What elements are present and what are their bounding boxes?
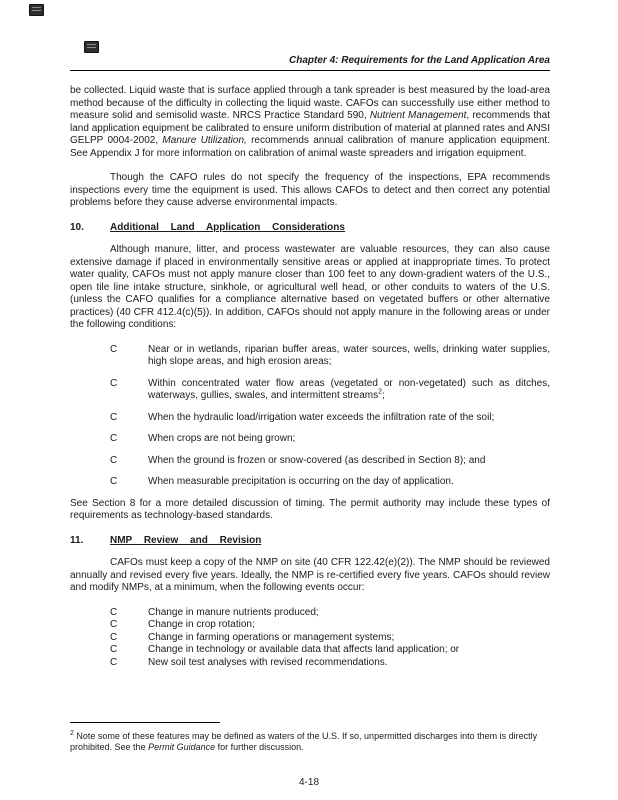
header-rule [70, 70, 550, 71]
bullet-glyph: C [110, 377, 118, 389]
list-item-text: New soil test analyses with revised recommendations. [148, 656, 388, 668]
paragraph: Though the CAFO rules do not specify the frequency of the inspections, EPA recommends inspections every time the equipment is used. This allows CAFOs to detect and then correct any potential problems before they cause adverse environmental impacts. [70, 172, 550, 208]
section-11-list [70, 607, 550, 670]
section-10-intro: Although manure, litter, and process wastewater are valuable resources, they can also cause extensive damage if placed in environmentally sensitive areas or applied at inappropriate times. To protect water quality, CAFOs must not apply manure closer than 100 feet to any down-gradient waters of the U.S., open tile line intake structure, sinkhole, or agricultural well head, or other conduits to waters of the U.S. (unless the CAFO qualifies for a compliance alternative based on vegetated buffers or other alternative practices) (40 CFR 412.4(c)(5)). In addition, CAFOs should not apply manure in the following areas or under the following conditions: [70, 244, 550, 330]
list-item [70, 476, 550, 489]
list-item-text: Near or in wetlands, riparian buffer areas, water sources, wells, drinking water supplies, high slope areas, and high erosion areas; [148, 343, 550, 367]
running-header: Chapter 4: Requirements for the Land Application Area [289, 55, 550, 66]
bullet-glyph: C [110, 619, 118, 630]
list-item-text: Change in farming operations or management systems; [148, 631, 395, 643]
bullet-glyph: C [110, 433, 118, 444]
italic-title: Permit Guidance [148, 742, 216, 752]
text-run: be collected. Liquid waste that is surface applied through a tank spreader is best measured by the load-area method because of the difficulty in collecting the liquid waste. CAFOs can successfully use either method to measure solid and semisolid waste. NRCS Practice Standard 590, [70, 85, 550, 121]
list-item [70, 657, 550, 670]
list-item-text: When measurable precipitation is occurring on the day of application. [148, 476, 454, 487]
list-item-text: When crops are not being grown; [148, 433, 296, 444]
section-heading-11 [70, 535, 550, 548]
footnote-reference: 2 [378, 388, 382, 396]
italic-title: Manure Utilization, [162, 135, 247, 146]
annotation-note-icon[interactable] [84, 41, 99, 53]
section-number: 11. [70, 534, 84, 546]
annotation-note-icon[interactable] [29, 4, 44, 16]
list-item-text: Within concentrated water flow areas (vegetated or non-vegetated) such as ditches, waterways, gullies, swales, and intermittent streams [148, 377, 550, 401]
list-item [70, 644, 550, 657]
list-item-text: Change in crop rotation; [148, 619, 255, 630]
section-10-outro: See Section 8 for a more detailed discussion of timing. The permit authority may include these types of requirements as technology-based standards. [70, 497, 550, 521]
list-item [70, 412, 550, 425]
list-item-text: Change in technology or available data that affects land application; or [148, 644, 460, 655]
footnote-area [70, 722, 550, 753]
section-number: 10. [70, 221, 84, 233]
italic-title: Nutrient Management [369, 110, 467, 121]
bullet-glyph: C [110, 631, 118, 643]
footnote-rule [70, 722, 220, 723]
list-item-text: ; [382, 390, 385, 401]
bullet-glyph: C [110, 656, 118, 668]
text-run: recommends annual calibration of manure application equipment. See Appendix J for more information on calibration of animal waste spreaders and irrigation equipment. [70, 135, 550, 159]
list-item [70, 455, 550, 468]
paragraph-continuation [70, 85, 550, 160]
section-11-intro: CAFOs must keep a copy of the NMP on site (40 CFR 122.42(e)(2)). The NMP should be reviewed annually and revised every five years. Ideally, the NMP is re-certified every five years. CAFOs should review and modify NMPs, at a minimum, when the following events occur: [70, 557, 550, 593]
section-10-list [70, 344, 550, 489]
text-run: for further discussion. [215, 742, 304, 752]
list-item-text: Change in manure nutrients produced; [148, 606, 319, 618]
bullet-glyph: C [110, 343, 118, 355]
list-item [70, 632, 550, 645]
list-item [70, 619, 550, 632]
bullet-glyph: C [110, 454, 118, 466]
page-number: 4-18 [298, 777, 319, 788]
list-item-text: When the hydraulic load/irrigation water exceeds the infiltration rate of the soil; [148, 411, 495, 423]
bullet-glyph: C [110, 411, 118, 423]
list-item [70, 607, 550, 620]
text-run: Note some of these features may be defined as waters of the U.S. If so, unpermitted discharges into them is directly prohibited. See the [70, 731, 538, 752]
section-heading-10 [70, 222, 550, 235]
list-item [70, 378, 550, 403]
footnote-text [70, 731, 550, 753]
list-item [70, 433, 550, 446]
list-item-text: When the ground is frozen or snow-covered (as described in Section 8); and [148, 454, 486, 466]
list-item [70, 344, 550, 369]
section-title: Additional Land Application Considerations [110, 221, 345, 233]
bullet-glyph: C [110, 606, 118, 618]
text-run: , recommends that land application equipment be calibrated to ensure uniform distribution of material at planned rates and ANSI GELPP 0004-2002, [70, 110, 550, 146]
footnote-number: 2 [70, 730, 74, 737]
bullet-glyph: C [110, 644, 118, 655]
page-content [70, 55, 550, 673]
bullet-glyph: C [110, 476, 118, 487]
section-title: NMP Review and Revision [110, 534, 262, 546]
